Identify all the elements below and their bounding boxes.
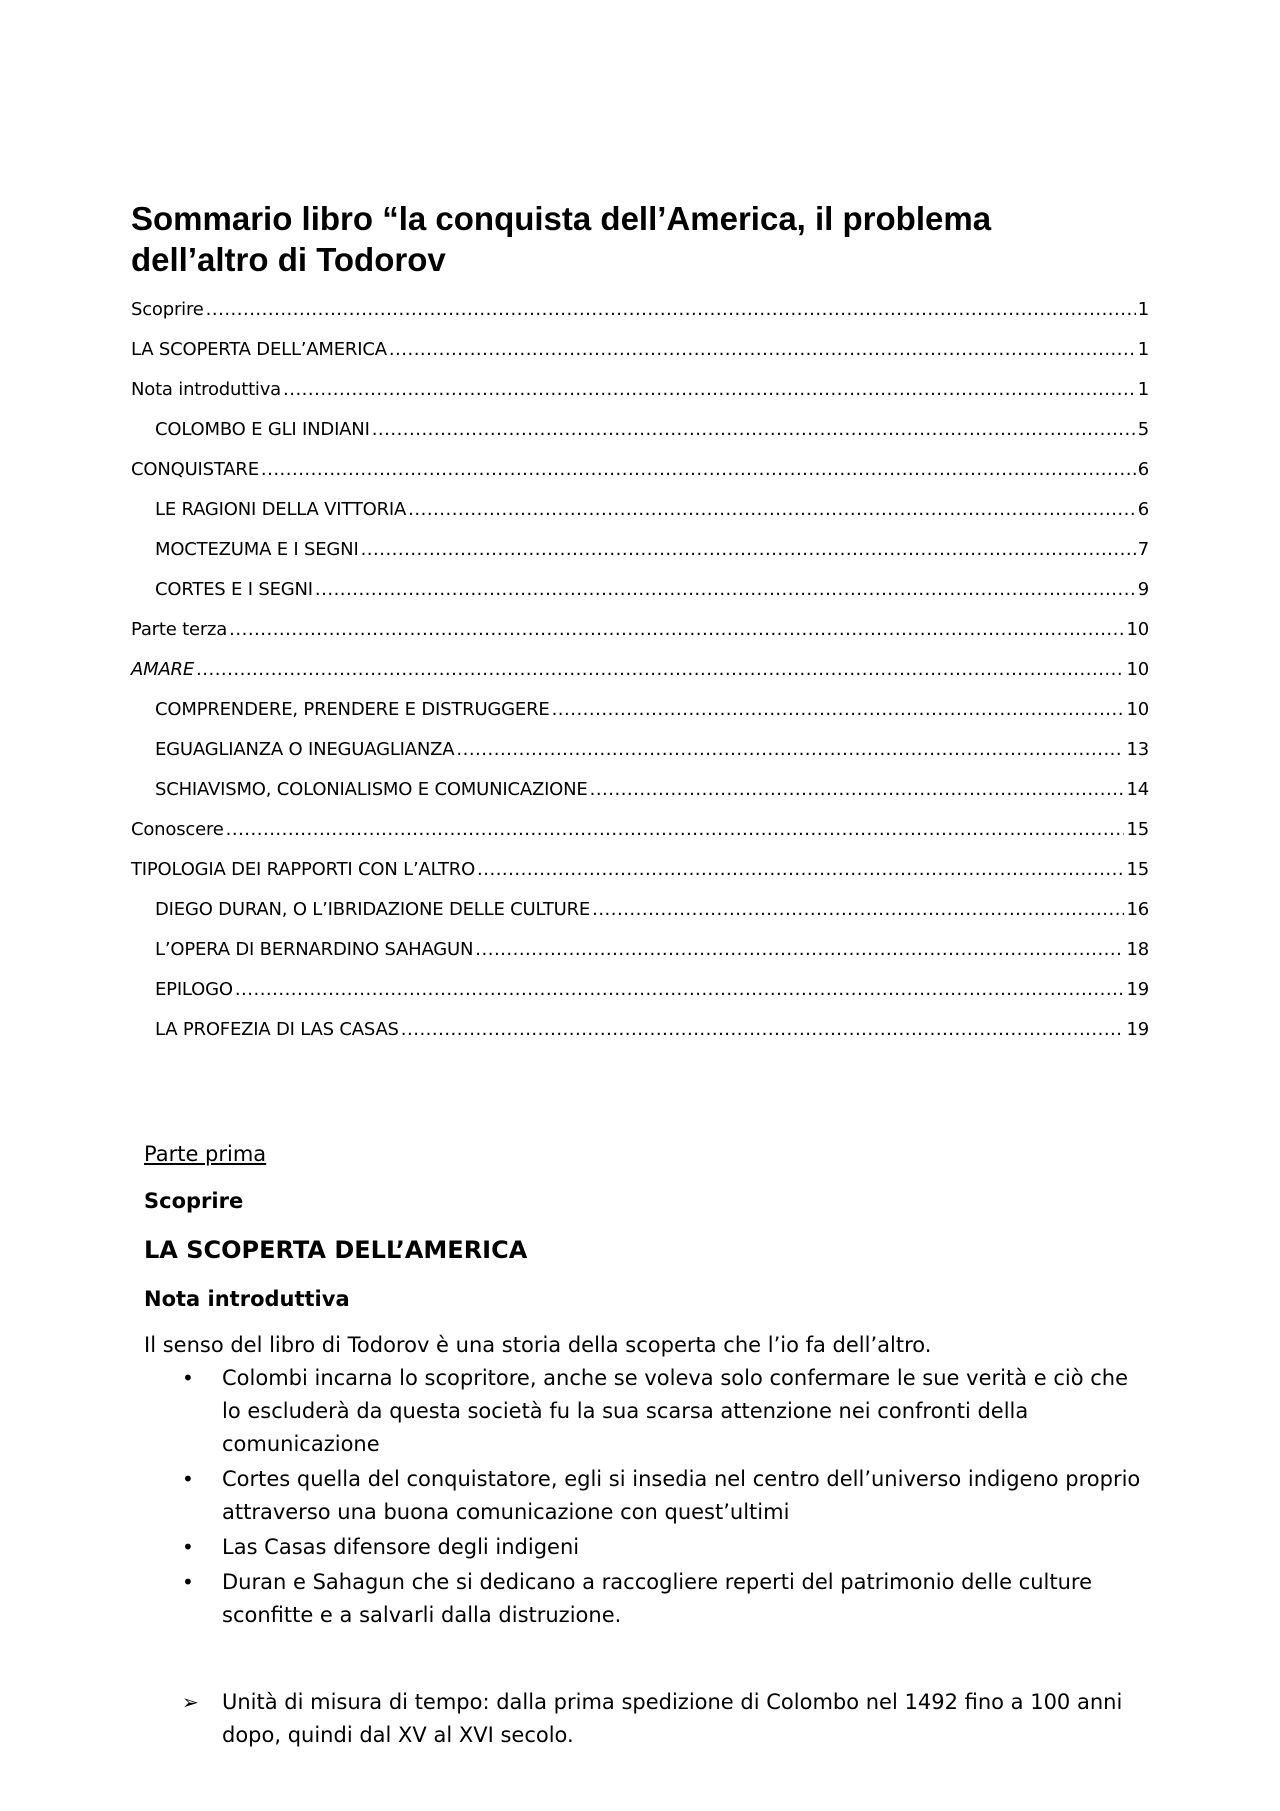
toc-entry-page: 13 — [1126, 739, 1149, 760]
bullet-icon: • — [182, 1570, 194, 1594]
toc-leader-dots — [315, 570, 1136, 610]
toc-entry[interactable] — [131, 1010, 1149, 1050]
toc-leader-dots — [552, 690, 1125, 730]
toc-entry-page: 5 — [1137, 419, 1149, 440]
toc-entry[interactable] — [131, 410, 1149, 450]
toc-entry-page: 9 — [1137, 579, 1149, 600]
toc-leader-dots — [477, 850, 1124, 890]
arrow-list — [144, 1686, 1144, 1752]
toc-entry-label: Parte terza — [131, 619, 228, 640]
toc-entry-page: 10 — [1126, 619, 1149, 640]
toc-leader-dots — [283, 370, 1136, 410]
toc-entry[interactable] — [131, 810, 1149, 850]
toc-entry[interactable] — [131, 370, 1149, 410]
bullet-icon: • — [182, 1467, 194, 1491]
bullet-list — [144, 1362, 1144, 1632]
toc-entry-label: LA SCOPERTA DELL’AMERICA — [131, 339, 387, 360]
toc-entry-label: COLOMBO E GLI INDIANI — [155, 419, 370, 440]
toc-entry-label: CONQUISTARE — [131, 459, 259, 480]
toc-entry-label: Nota introduttiva — [131, 379, 282, 400]
toc-entry-label: AMARE — [131, 659, 195, 680]
toc-entry[interactable] — [131, 770, 1149, 810]
section-title-scoprire: Scoprire — [144, 1189, 244, 1213]
toc-entry-label: LE RAGIONI DELLA VITTORIA — [155, 499, 407, 520]
bullet-icon: • — [182, 1366, 194, 1390]
toc-leader-dots — [226, 810, 1125, 850]
list-item — [144, 1531, 1144, 1564]
toc-entry-label: SCHIAVISMO, COLONIALISMO E COMUNICAZIONE — [155, 779, 588, 800]
toc-leader-dots — [408, 490, 1136, 530]
toc-entry[interactable] — [131, 690, 1149, 730]
list-item-text: Unità di misura di tempo: dalla prima spedizione di Colombo nel 1492 fino a 100 anni dopo, quindi dal XV al XVI secolo. — [222, 1690, 1123, 1747]
document-title: Sommario libro “la conquista dell’America, il problema dell’altro di Todorov — [131, 200, 992, 278]
section-subheading: Nota introduttiva — [144, 1287, 350, 1311]
toc-entry-page: 15 — [1126, 859, 1149, 880]
toc-entry[interactable] — [131, 530, 1149, 570]
toc-leader-dots — [261, 450, 1136, 490]
toc-entry[interactable] — [131, 290, 1149, 330]
toc-entry[interactable] — [131, 890, 1149, 930]
toc-entry[interactable] — [131, 610, 1149, 650]
intro-paragraph: Il senso del libro di Todorov è una storia della scoperta che l’io fa dell’altro. — [144, 1333, 932, 1357]
toc-leader-dots — [229, 610, 1124, 650]
toc-leader-dots — [235, 970, 1125, 1010]
list-item-text: Cortes quella del conquistatore, egli si insedia nel centro dell’universo indigeno proprio attraverso una buona comunicazione con quest’ultimi — [222, 1467, 1141, 1524]
toc-entry[interactable] — [131, 330, 1149, 370]
toc-leader-dots — [372, 410, 1136, 450]
toc-entry[interactable] — [131, 450, 1149, 490]
toc-entry-page: 10 — [1126, 699, 1149, 720]
toc-entry[interactable] — [131, 650, 1149, 690]
toc-entry[interactable] — [131, 850, 1149, 890]
toc-entry-page: 1 — [1137, 379, 1149, 400]
toc-entry[interactable] — [131, 490, 1149, 530]
toc-entry-page: 1 — [1137, 299, 1149, 320]
toc-leader-dots — [590, 770, 1125, 810]
toc-entry-page: 19 — [1126, 979, 1149, 1000]
toc-entry-label: EGUAGLIANZA O INEGUAGLIANZA — [155, 739, 455, 760]
arrow-bullet-icon: ➢ — [182, 1690, 199, 1714]
list-item-text: Duran e Sahagun che si dedicano a raccogliere reperti del patrimonio delle culture sconfitte e a salvarli dalla distruzione. — [222, 1570, 1092, 1627]
list-item — [144, 1463, 1144, 1529]
toc-entry-page: 10 — [1126, 659, 1149, 680]
toc-entry-page: 7 — [1137, 539, 1149, 560]
toc-entry-label: DIEGO DURAN, O L’IBRIDAZIONE DELLE CULTURE — [155, 899, 591, 920]
toc-entry-label: COMPRENDERE, PRENDERE E DISTRUGGERE — [155, 699, 550, 720]
toc-leader-dots — [389, 330, 1136, 370]
toc-entry-label: LA PROFEZIA DI LAS CASAS — [155, 1019, 399, 1040]
list-item — [144, 1566, 1144, 1632]
toc-entry-label: L’OPERA DI BERNARDINO SAHAGUN — [155, 939, 474, 960]
toc-entry-page: 1 — [1137, 339, 1149, 360]
list-item-text: Las Casas difensore degli indigeni — [222, 1535, 580, 1559]
toc-entry[interactable] — [131, 970, 1149, 1010]
toc-entry-label: MOCTEZUMA E I SEGNI — [155, 539, 359, 560]
toc-entry-label: EPILOGO — [155, 979, 233, 1000]
toc-leader-dots — [456, 730, 1124, 770]
toc-entry-page: 14 — [1126, 779, 1149, 800]
toc-entry-page: 18 — [1126, 939, 1149, 960]
toc-leader-dots — [206, 290, 1136, 330]
toc-leader-dots — [592, 890, 1124, 930]
list-item-text: Colombi incarna lo scopritore, anche se voleva solo confermare le sue verità e ciò che lo escluderà da questa società fu la sua scarsa attenzione nei confronti della comunicazione — [222, 1366, 1129, 1456]
toc-entry-page: 6 — [1137, 459, 1149, 480]
toc-entry[interactable] — [131, 730, 1149, 770]
toc-entry-label: Scoprire — [131, 299, 204, 320]
list-item — [144, 1362, 1144, 1461]
section-heading: LA SCOPERTA DELL’AMERICA — [144, 1236, 528, 1264]
toc-entry-page: 6 — [1137, 499, 1149, 520]
toc-leader-dots — [475, 930, 1124, 970]
toc-leader-dots — [401, 1010, 1125, 1050]
toc-entry-page: 15 — [1126, 819, 1149, 840]
toc-entry-label: TIPOLOGIA DEI RAPPORTI CON L’ALTRO — [131, 859, 476, 880]
toc-entry-page: 19 — [1126, 1019, 1149, 1040]
document-body — [144, 1134, 1144, 1634]
toc-entry-page: 16 — [1126, 899, 1149, 920]
toc-leader-dots — [361, 530, 1136, 570]
list-item — [144, 1686, 1144, 1752]
bullet-icon: • — [182, 1535, 194, 1559]
table-of-contents — [131, 290, 1149, 1050]
toc-entry-label: Conoscere — [131, 819, 224, 840]
toc-entry-label: CORTES E I SEGNI — [155, 579, 313, 600]
toc-entry[interactable] — [131, 570, 1149, 610]
toc-entry[interactable] — [131, 930, 1149, 970]
toc-leader-dots — [196, 650, 1124, 690]
part-label: Parte prima — [144, 1142, 267, 1166]
